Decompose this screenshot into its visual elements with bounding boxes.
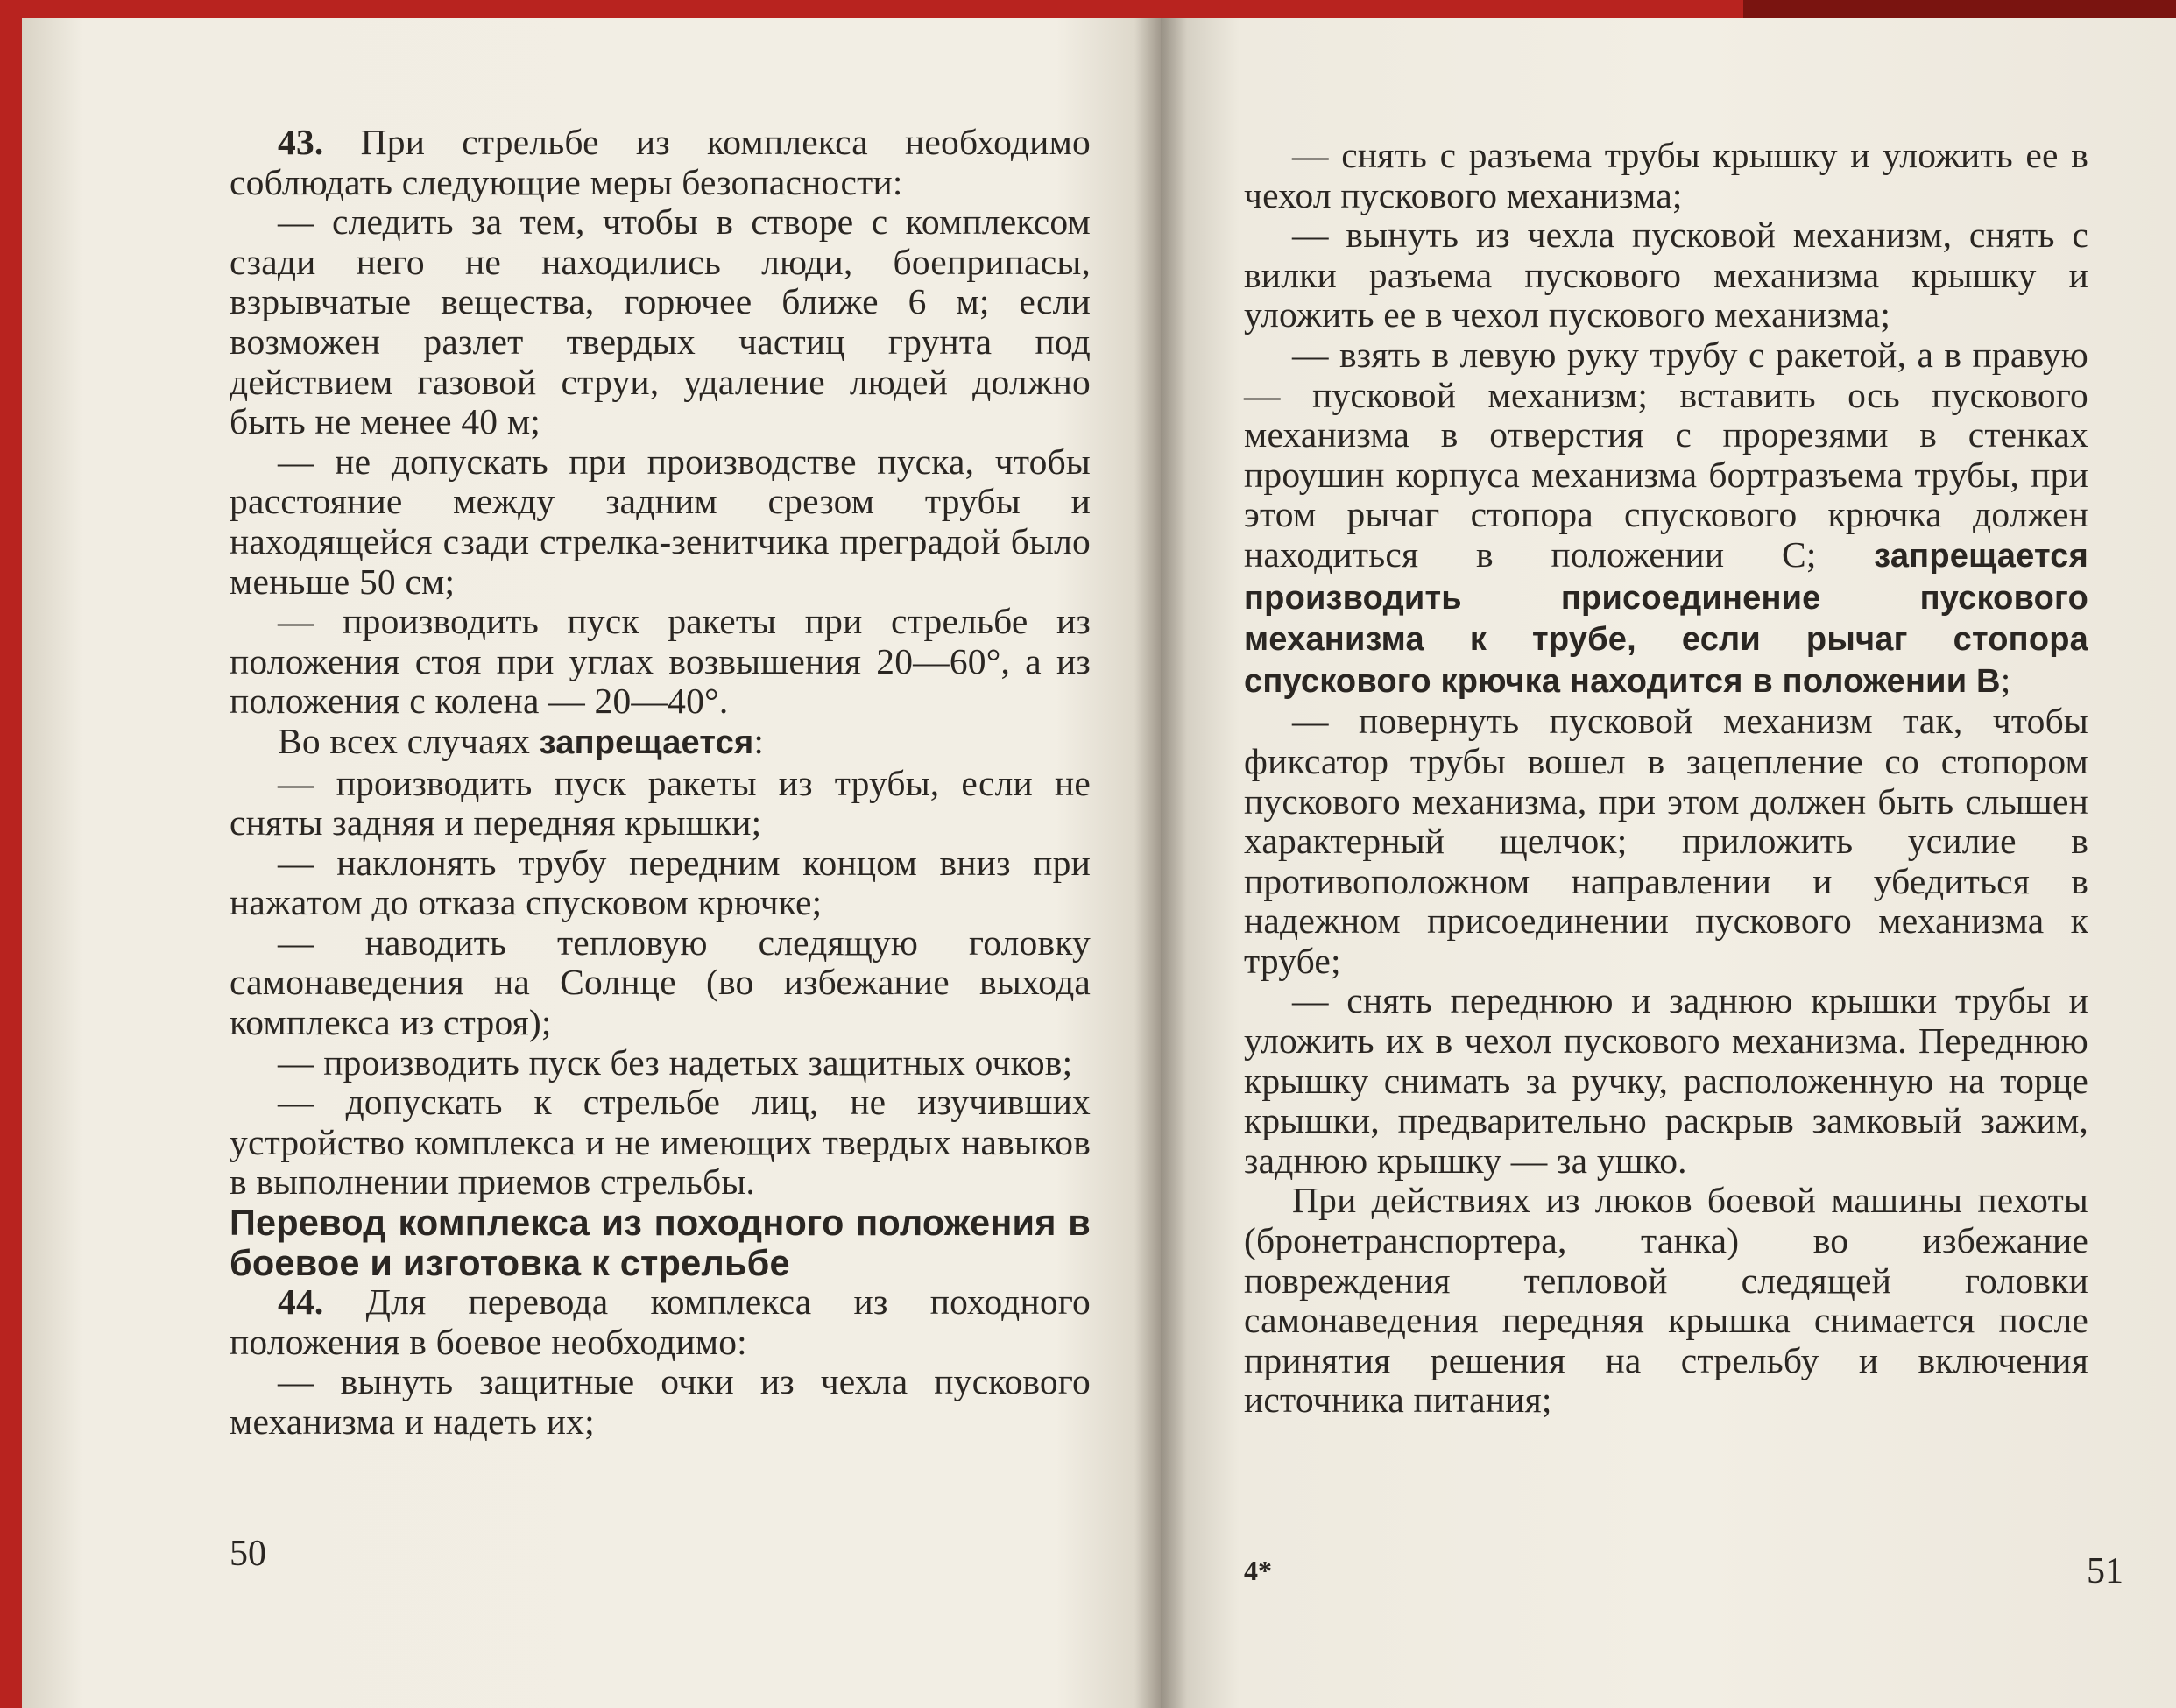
paragraph-rotate-mechanism: — повернуть пусковой механизм так, чтобы фиксатор трубы вошел в зацепление со стопором пускового механизма, при этом должен быть слышен характерный щелчок; приложить усилие в противоположном направлении и убедиться в надежном присоединении пускового механизма к трубе; (1244, 701, 2088, 981)
right-page (1161, 18, 2176, 1708)
paragraph-prohibited: Во всех случаях запрещается: (278, 720, 765, 761)
bold-warning: запрещается производить присоединение пускового механизма к трубе, если рычаг стопора спускового крючка находится в положении В (1244, 537, 2088, 700)
page-number: 51 (2087, 1551, 2123, 1592)
paragraph-sun: — наводить тепловую следящую головку самонаведения на Солнце (во избежание выхода комплекса из строя); (230, 921, 1091, 1043)
paragraph-glasses: — производить пуск без надетых защитных очков; (278, 1041, 1073, 1083)
paragraph-covers: — производить пуск ракеты из трубы, если не сняты задняя и передняя крышки; (230, 762, 1091, 843)
book-spine-shadow (1134, 18, 1187, 1708)
section-heading: Перевод комплекса из походного положения в боевое и изготовка к стрельбе (230, 1202, 1091, 1283)
paragraph-43: 43. При стрельбе из комплекса необходимо соблюдать следующие меры безопасности: (230, 122, 1091, 202)
paragraph-elevation-angles: — производить пуск ракеты при стрельбе из положения стоя при углах возвышения 20—60°, а из положения с колена — 20—40°. (230, 601, 1091, 722)
paragraph-safety-distance: — следить за тем, чтобы в створе с комплексом сзади него не находились люди, боеприпасы, взрывчатые вещества, горючее ближе 6 м; если возможен разлет твердых частиц грунта под действием газовой струи, удаление людей должно быть не менее 40 м; (230, 201, 1091, 442)
paragraph-insert-axis: — взять в левую руку трубу с ракетой, а в правую — пусковой механизм; вставить ось пускового механизма в отверстия с прорезями в стенках проушин корпуса механизма бортразъема трубы, при этом рычаг стопора спускового крючка должен находиться в положении С; запрещается производить присоединение пускового механизма к трубе, если рычаг стопора спускового крючка находится в положении В; (1244, 334, 2088, 700)
paragraph-personnel: — допускать к стрельбе лиц, не изучивших устройство комплекса и не имеющих твердых навыков в выполнении приемов стрельбы. (230, 1082, 1091, 1203)
signature-mark: 4* (1244, 1555, 1272, 1586)
paragraph-tilt: — наклонять трубу передним концом вниз при нажатом до отказа спусковом крючке; (230, 842, 1091, 923)
paragraph-remove-covers: — снять переднюю и заднюю крышки трубы и уложить их в чехол пускового механизма. Переднюю крышку снимать за ручку, расположенную на торце крышки, предварительно раскрыв замковый зажим, заднюю крышку — за ушко. (1244, 980, 2088, 1181)
paragraph-glasses-on: — вынуть защитные очки из чехла пускового механизма и надеть их; (230, 1361, 1091, 1442)
paragraph-take-out-mechanism: — вынуть из чехла пусковой механизм, снять с вилки разъема пускового механизма крышку и уложить ее в чехол пускового механизма; (1244, 215, 2088, 335)
item-number: 44. (278, 1281, 324, 1323)
paragraph-remove-cover: — снять с разъема трубы крышку и уложить ее в чехол пускового механизма; (1244, 135, 2088, 215)
paragraph-hatches: При действиях из люков боевой машины пехоты (бронетранспортера, танка) во избежание повреждения тепловой следящей головки самонаведения передняя крышка снимается после принятия решения на стрельбу и включения источника питания; (1244, 1180, 2088, 1421)
left-page (22, 18, 1161, 1708)
paragraph-obstacle-distance: — не допускать при производстве пуска, чтобы расстояние между задним срезом трубы и находящейся сзади стрелка-зенитчика преградой было меньше 50 см; (230, 441, 1091, 602)
item-number: 43. (278, 122, 324, 162)
paragraph-44: 44. Для перевода комплекса из походного положения в боевое необходимо: (230, 1281, 1091, 1362)
page-number: 50 (230, 1534, 266, 1574)
